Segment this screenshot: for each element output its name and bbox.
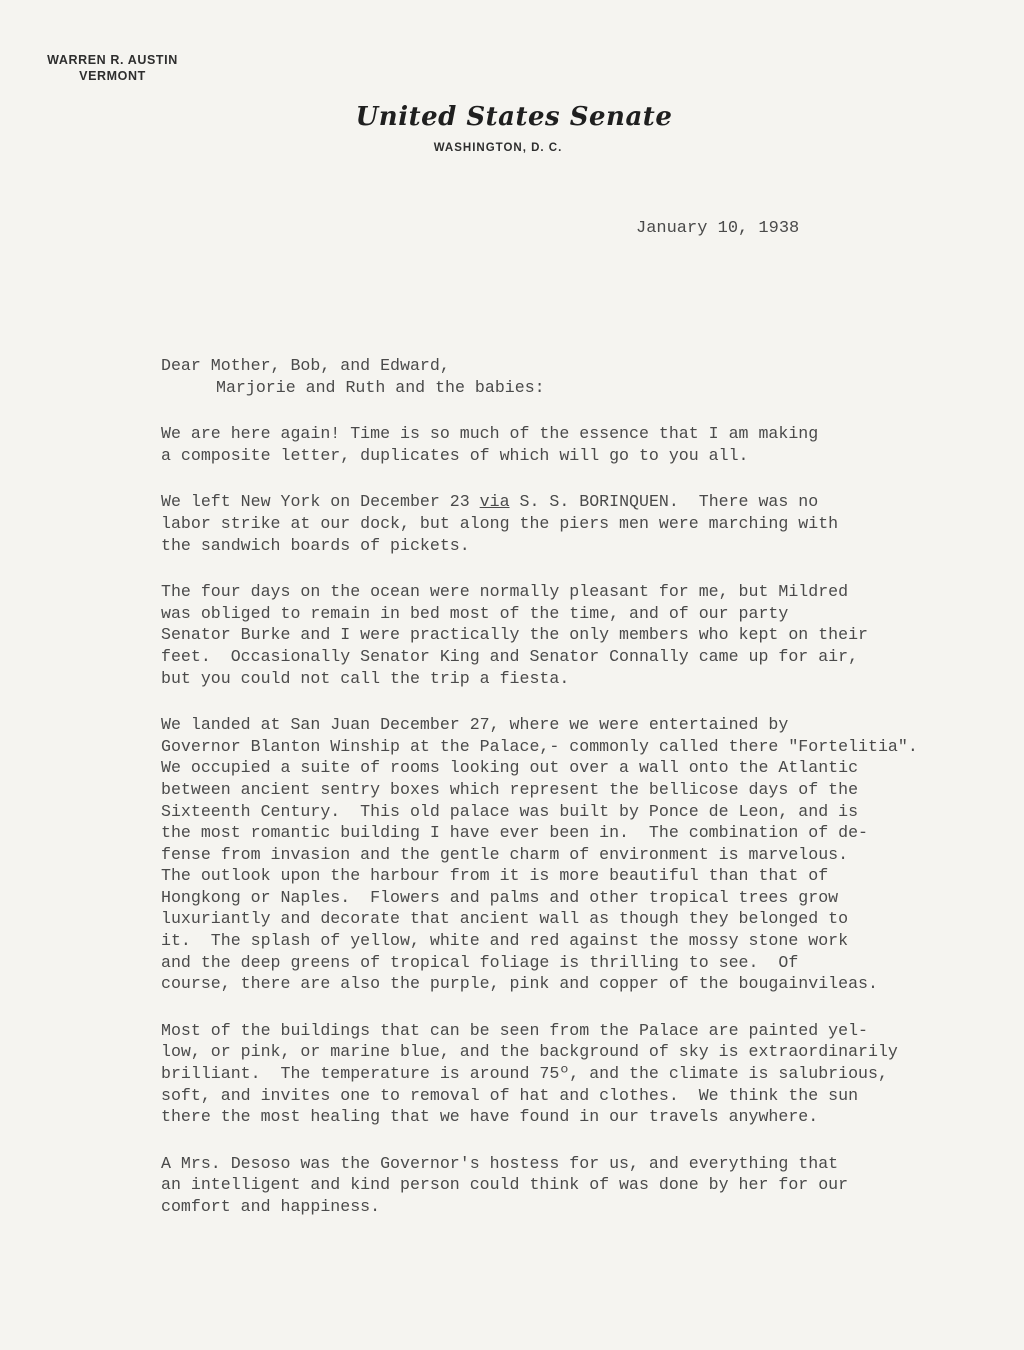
paragraph-4-line: Hongkong or Naples. Flowers and palms and other tropical trees grow	[161, 887, 839, 907]
paragraph-4-line: course, there are also the purple, pink and copper of the bougainvileas.	[161, 974, 878, 994]
paragraph-4-line: and the deep greens of tropical foliage is thrilling to see. Of	[161, 952, 799, 972]
letter-date: January 10, 1938	[636, 219, 800, 238]
paragraph-5-line: soft, and invites one to removal of hat and clothes. We think the sun	[161, 1085, 859, 1105]
paragraph-1-line: We are here again! Time is so much of the essence that I am making	[161, 424, 819, 444]
salutation-line-2: Marjorie and Ruth and the babies:	[216, 377, 545, 397]
paragraph-3-line: feet. Occasionally Senator King and Senator Connally came up for air,	[161, 646, 859, 666]
paragraph-4-line: Sixteenth Century. This old palace was built by Ponce de Leon, and is	[161, 801, 859, 821]
paragraph-3-line: was obliged to remain in bed most of the time, and of our party	[161, 603, 789, 623]
institution-title: United States Senate	[355, 102, 673, 132]
paragraph-3-line: The four days on the ocean were normally pleasant for me, but Mildred	[161, 582, 849, 602]
letter-body	[161, 355, 1001, 1218]
paragraph-5-line: there the most healing that we have found in our travels anywhere.	[161, 1107, 819, 1127]
paragraph-2-line: labor strike at our dock, but along the piers men were marching with	[161, 513, 839, 533]
institution-location: WASHINGTON, D. C.	[433, 142, 563, 154]
paragraph-2-text: We left New York on December 23	[161, 492, 480, 512]
paragraph-3-line: but you could not call the trip a fiesta.	[161, 668, 570, 688]
letterhead-masthead	[0, 102, 1024, 154]
sender-name: WARREN R. AUSTIN	[47, 53, 178, 67]
paragraph-2-line: the sandwich boards of pickets.	[161, 535, 470, 555]
sender-state: VERMONT	[79, 69, 146, 83]
paragraph-5-line: Most of the buildings that can be seen from the Palace are painted yel-	[161, 1020, 869, 1040]
salutation-line-1: Dear Mother, Bob, and Edward,	[161, 356, 450, 375]
paragraph-5-line: brilliant. The temperature is around 75º, and the climate is salubrious,	[161, 1064, 888, 1084]
paragraph-6-line: A Mrs. Desoso was the Governor's hostess for us, and everything that	[161, 1153, 839, 1173]
letterhead-sender	[30, 52, 195, 84]
paragraph-2-line	[161, 491, 1001, 513]
paragraph-6-line: comfort and happiness.	[161, 1197, 381, 1216]
paragraph-4-line: the most romantic building I have ever been in. The combination of de-	[161, 823, 869, 843]
paragraph-4-line: luxuriantly and decorate that ancient wall as though they belonged to	[161, 909, 849, 929]
paragraph-4-line: The outlook upon the harbour from it is more beautiful than that of	[161, 866, 829, 886]
paragraph-4-line: We occupied a suite of rooms looking out over a wall onto the Atlantic	[161, 758, 859, 778]
paragraph-4-line: fense from invasion and the gentle charm of environment is marvelous.	[161, 844, 849, 864]
paragraph-4-line: it. The splash of yellow, white and red against the mossy stone work	[161, 931, 849, 951]
paragraph-2-text: S. S. BORINQUEN. There was no	[509, 492, 819, 512]
paragraph-4-line: Governor Blanton Winship at the Palace,- commonly called there "Fortelitia".	[161, 736, 918, 756]
paragraph-6-line: an intelligent and kind person could think of was done by her for our	[161, 1175, 849, 1195]
underlined-via: via	[479, 492, 510, 512]
paragraph-4-line: between ancient sentry boxes which represent the bellicose days of the	[161, 779, 859, 799]
paragraph-1-line: a composite letter, duplicates of which will go to you all.	[161, 445, 749, 465]
paragraph-4-line: We landed at San Juan December 27, where we were entertained by	[161, 715, 789, 735]
paragraph-3-line: Senator Burke and I were practically the only members who kept on their	[161, 625, 869, 645]
paragraph-5-line: low, or pink, or marine blue, and the background of sky is extraordinarily	[161, 1042, 898, 1062]
